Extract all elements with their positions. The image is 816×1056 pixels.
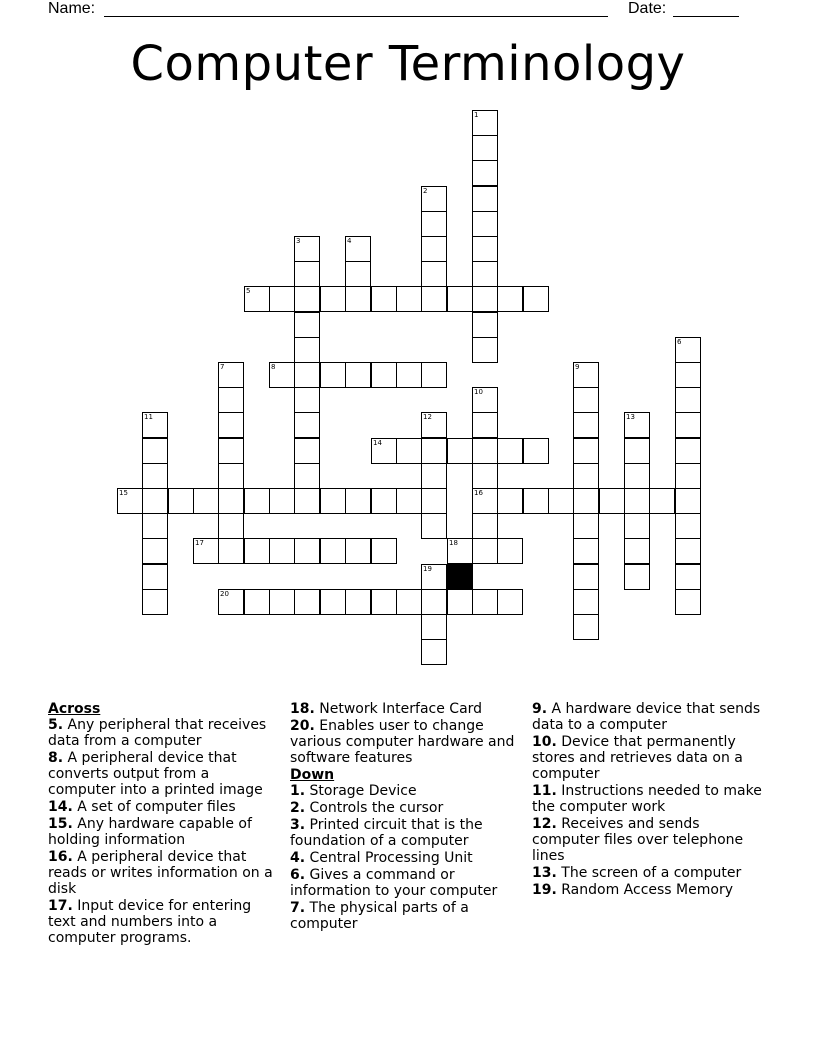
crossword-cell[interactable] [294, 236, 320, 262]
crossword-cell[interactable] [421, 186, 447, 212]
crossword-cell[interactable] [345, 488, 371, 514]
clue-down-11: 11. Instructions needed to make the computer work [532, 783, 762, 815]
clue-down-1: 1. Storage Device [290, 783, 417, 799]
crossword-cell[interactable] [472, 286, 498, 312]
crossword-cell[interactable] [675, 412, 701, 438]
clue-across-14: 14. A set of computer files [48, 799, 236, 815]
crossword-cell[interactable] [142, 463, 168, 489]
clue-number: 14 [373, 439, 382, 447]
clue-number: 12 [423, 413, 432, 421]
crossword-cell[interactable] [371, 286, 397, 312]
crossword-cell[interactable] [218, 488, 244, 514]
name-field[interactable] [104, 16, 608, 17]
across-heading: Across [48, 701, 101, 717]
crossword-cell[interactable] [269, 589, 295, 615]
clue-across-18: 18. Network Interface Card [290, 701, 483, 717]
crossword-cell[interactable] [396, 438, 422, 464]
header [0, 0, 816, 20]
crossword-cell[interactable] [472, 513, 498, 539]
crossword-cell[interactable] [497, 589, 523, 615]
crossword-cell[interactable] [218, 412, 244, 438]
crossword-cell[interactable] [396, 362, 422, 388]
crossword-cell[interactable] [675, 564, 701, 590]
crossword-cell[interactable] [345, 286, 371, 312]
clue-number: 7 [220, 363, 225, 371]
crossword-cell[interactable] [294, 412, 320, 438]
crossword-cell[interactable] [142, 412, 168, 438]
crossword-cell[interactable] [320, 488, 346, 514]
crossword-cell[interactable] [294, 362, 320, 388]
crossword-cell[interactable] [294, 589, 320, 615]
crossword-cell[interactable] [573, 538, 599, 564]
crossword-cell[interactable] [396, 589, 422, 615]
crossword-cell[interactable] [396, 286, 422, 312]
crossword-cell[interactable] [421, 286, 447, 312]
crossword-cell[interactable] [421, 564, 447, 590]
down-heading: Down [290, 767, 335, 783]
crossword-cell[interactable] [573, 614, 599, 640]
crossword-cell[interactable] [142, 488, 168, 514]
crossword-cell[interactable] [675, 538, 701, 564]
crossword-cell[interactable] [218, 387, 244, 413]
crossword-cell[interactable] [447, 438, 473, 464]
crossword-cell[interactable] [320, 362, 346, 388]
crossword-cell[interactable] [472, 160, 498, 186]
crossword-cell[interactable] [218, 438, 244, 464]
clue-number: 13 [626, 413, 635, 421]
crossword-cell[interactable] [269, 286, 295, 312]
crossword-cell[interactable] [624, 513, 650, 539]
page-title: Computer Terminology [130, 36, 686, 92]
crossword-cell[interactable] [345, 261, 371, 287]
crossword-cell[interactable] [421, 412, 447, 438]
crossword-cell[interactable] [675, 513, 701, 539]
crossword-cell[interactable] [497, 488, 523, 514]
name-label: Name: [48, 0, 96, 17]
crossword-cell[interactable] [294, 463, 320, 489]
crossword-cell[interactable] [421, 639, 447, 665]
crossword-cell[interactable] [244, 286, 270, 312]
crossword-cell[interactable] [345, 589, 371, 615]
black-square [447, 564, 473, 590]
crossword-cell[interactable] [244, 538, 270, 564]
crossword-cell[interactable] [675, 387, 701, 413]
crossword-cell[interactable] [269, 362, 295, 388]
clue-number: 17 [195, 539, 204, 547]
crossword-cell[interactable] [193, 488, 219, 514]
clue-number: 5 [246, 287, 251, 295]
crossword-cell[interactable] [624, 412, 650, 438]
clue-number: 19 [423, 565, 432, 573]
crossword-cell[interactable] [294, 286, 320, 312]
crossword-cell[interactable] [218, 538, 244, 564]
crossword-cell[interactable] [269, 538, 295, 564]
clue-across-5: 5. Any peripheral that receives data from a computer [48, 717, 267, 749]
crossword-cell[interactable] [675, 463, 701, 489]
crossword-cell[interactable] [675, 337, 701, 363]
crossword-cell[interactable] [675, 488, 701, 514]
crossword-cell[interactable] [472, 337, 498, 363]
crossword-cell[interactable] [472, 211, 498, 237]
clue-across-17: 17. Input device for entering text and numbers into a computer programs. [48, 898, 252, 946]
crossword-cell[interactable] [294, 387, 320, 413]
crossword-cell[interactable] [599, 488, 625, 514]
crossword-cell[interactable] [624, 438, 650, 464]
crossword-cell[interactable] [472, 463, 498, 489]
crossword-cell[interactable] [472, 186, 498, 212]
clue-number: 18 [449, 539, 458, 547]
crossword-cell[interactable] [218, 362, 244, 388]
crossword-cell[interactable] [421, 463, 447, 489]
crossword-cell[interactable] [294, 438, 320, 464]
crossword-cell[interactable] [244, 589, 270, 615]
clue-across-15: 15. Any hardware capable of holding information [48, 816, 252, 848]
crossword-cell[interactable] [193, 538, 219, 564]
crossword-cell[interactable] [244, 488, 270, 514]
clue-number: 11 [144, 413, 153, 421]
crossword-cell[interactable] [345, 362, 371, 388]
crossword-cell[interactable] [675, 589, 701, 615]
crossword-cell[interactable] [320, 286, 346, 312]
crossword-cell[interactable] [447, 589, 473, 615]
crossword-cell[interactable] [421, 513, 447, 539]
clue-down-3: 3. Printed circuit that is the foundation of a computer [290, 817, 483, 849]
crossword-cell[interactable] [573, 463, 599, 489]
crossword-cell[interactable] [421, 261, 447, 287]
clue-across-20: 20. Enables user to change various computer hardware and software features [290, 718, 515, 766]
crossword-cell[interactable] [573, 362, 599, 388]
crossword-cell[interactable] [447, 286, 473, 312]
clue-down-7: 7. The physical parts of a computer [290, 900, 469, 932]
clue-down-13: 13. The screen of a computer [532, 865, 742, 881]
crossword-cell[interactable] [624, 488, 650, 514]
crossword-cell[interactable] [294, 337, 320, 363]
crossword-cell[interactable] [573, 513, 599, 539]
crossword-cell[interactable] [371, 488, 397, 514]
crossword-cell[interactable] [294, 488, 320, 514]
clue-across-16: 16. A peripheral device that reads or writes information on a disk [48, 849, 273, 897]
crossword-cell[interactable] [497, 286, 523, 312]
clue-number: 6 [677, 338, 682, 346]
crossword-cell[interactable] [523, 286, 549, 312]
clue-down-4: 4. Central Processing Unit [290, 850, 473, 866]
crossword-cell[interactable] [624, 463, 650, 489]
crossword-cell[interactable] [345, 538, 371, 564]
clue-number: 10 [474, 388, 483, 396]
date-label: Date: [628, 0, 667, 17]
clue-number: 3 [296, 237, 301, 245]
clue-number: 15 [119, 489, 128, 497]
clue-number: 16 [474, 489, 483, 497]
clue-number: 4 [347, 237, 352, 245]
crossword-cell[interactable] [269, 488, 295, 514]
clues-column-3 [532, 701, 768, 899]
crossword-cell[interactable] [142, 538, 168, 564]
crossword-cell[interactable] [218, 513, 244, 539]
crossword-cell[interactable] [421, 211, 447, 237]
crossword-cell[interactable] [675, 362, 701, 388]
crossword-cell[interactable] [371, 538, 397, 564]
crossword-cell[interactable] [472, 312, 498, 338]
crossword-cell[interactable] [472, 236, 498, 262]
crossword-cell[interactable] [421, 589, 447, 615]
crossword-cell[interactable] [218, 463, 244, 489]
crossword-cell[interactable] [624, 564, 650, 590]
crossword-cell[interactable] [447, 538, 473, 564]
crossword-cell[interactable] [396, 488, 422, 514]
crossword-cell[interactable] [421, 362, 447, 388]
crossword-cell[interactable] [142, 438, 168, 464]
crossword-cell[interactable] [142, 513, 168, 539]
clue-down-10: 10. Device that permanently stores and retrieves data on a computer [532, 734, 743, 782]
crossword-cell[interactable] [294, 261, 320, 287]
crossword-cell[interactable] [421, 438, 447, 464]
crossword-cell[interactable] [497, 538, 523, 564]
crossword-cell[interactable] [421, 614, 447, 640]
crossword-cell[interactable] [117, 488, 143, 514]
crossword-cell[interactable] [371, 438, 397, 464]
clue-down-12: 12. Receives and sends computer files over telephone lines [532, 816, 744, 864]
clue-number: 1 [474, 111, 479, 119]
crossword-cell[interactable] [371, 589, 397, 615]
crossword-cell[interactable] [497, 438, 523, 464]
crossword-cell[interactable] [371, 362, 397, 388]
crossword-cell[interactable] [472, 589, 498, 615]
crossword-cell[interactable] [573, 564, 599, 590]
crossword-cell[interactable] [573, 412, 599, 438]
crossword-cell[interactable] [472, 538, 498, 564]
crossword-cell[interactable] [573, 589, 599, 615]
crossword-cell[interactable] [573, 387, 599, 413]
crossword-cell[interactable] [624, 538, 650, 564]
crossword-cell[interactable] [472, 488, 498, 514]
crossword-cell[interactable] [294, 538, 320, 564]
crossword-cell[interactable] [472, 412, 498, 438]
crossword-cell[interactable] [320, 538, 346, 564]
clue-number: 20 [220, 590, 229, 598]
clue-number: 2 [423, 187, 428, 195]
crossword-cell[interactable] [548, 488, 574, 514]
crossword-cell[interactable] [649, 488, 675, 514]
clue-down-2: 2. Controls the cursor [290, 800, 444, 816]
clue-down-19: 19. Random Access Memory [532, 882, 733, 898]
crossword-cell[interactable] [294, 312, 320, 338]
crossword-cell[interactable] [573, 438, 599, 464]
clue-number: 8 [271, 363, 276, 371]
crossword-cell[interactable] [218, 589, 244, 615]
clues-column-2 [290, 701, 526, 933]
crossword-cell[interactable] [523, 488, 549, 514]
crossword-cell[interactable] [320, 589, 346, 615]
crossword-cell[interactable] [573, 488, 599, 514]
clue-down-6: 6. Gives a command or information to your computer [290, 867, 498, 899]
clue-across-8: 8. A peripheral device that converts output from a computer into a printed image [48, 750, 263, 798]
crossword-cell[interactable] [421, 488, 447, 514]
crossword-cell[interactable] [472, 261, 498, 287]
clue-number: 9 [575, 363, 580, 371]
crossword-cell[interactable] [472, 110, 498, 136]
crossword-cell[interactable] [345, 236, 371, 262]
clues-column-1 [48, 701, 280, 947]
crossword-cell[interactable] [472, 387, 498, 413]
crossword-cell[interactable] [168, 488, 194, 514]
crossword-cell[interactable] [523, 438, 549, 464]
crossword-cell[interactable] [142, 589, 168, 615]
crossword-cell[interactable] [472, 438, 498, 464]
date-field[interactable] [673, 16, 739, 17]
crossword-cell[interactable] [472, 135, 498, 161]
crossword-cell[interactable] [421, 236, 447, 262]
clue-down-9: 9. A hardware device that sends data to a computer [532, 701, 761, 733]
crossword-cell[interactable] [675, 438, 701, 464]
crossword-cell[interactable] [142, 564, 168, 590]
